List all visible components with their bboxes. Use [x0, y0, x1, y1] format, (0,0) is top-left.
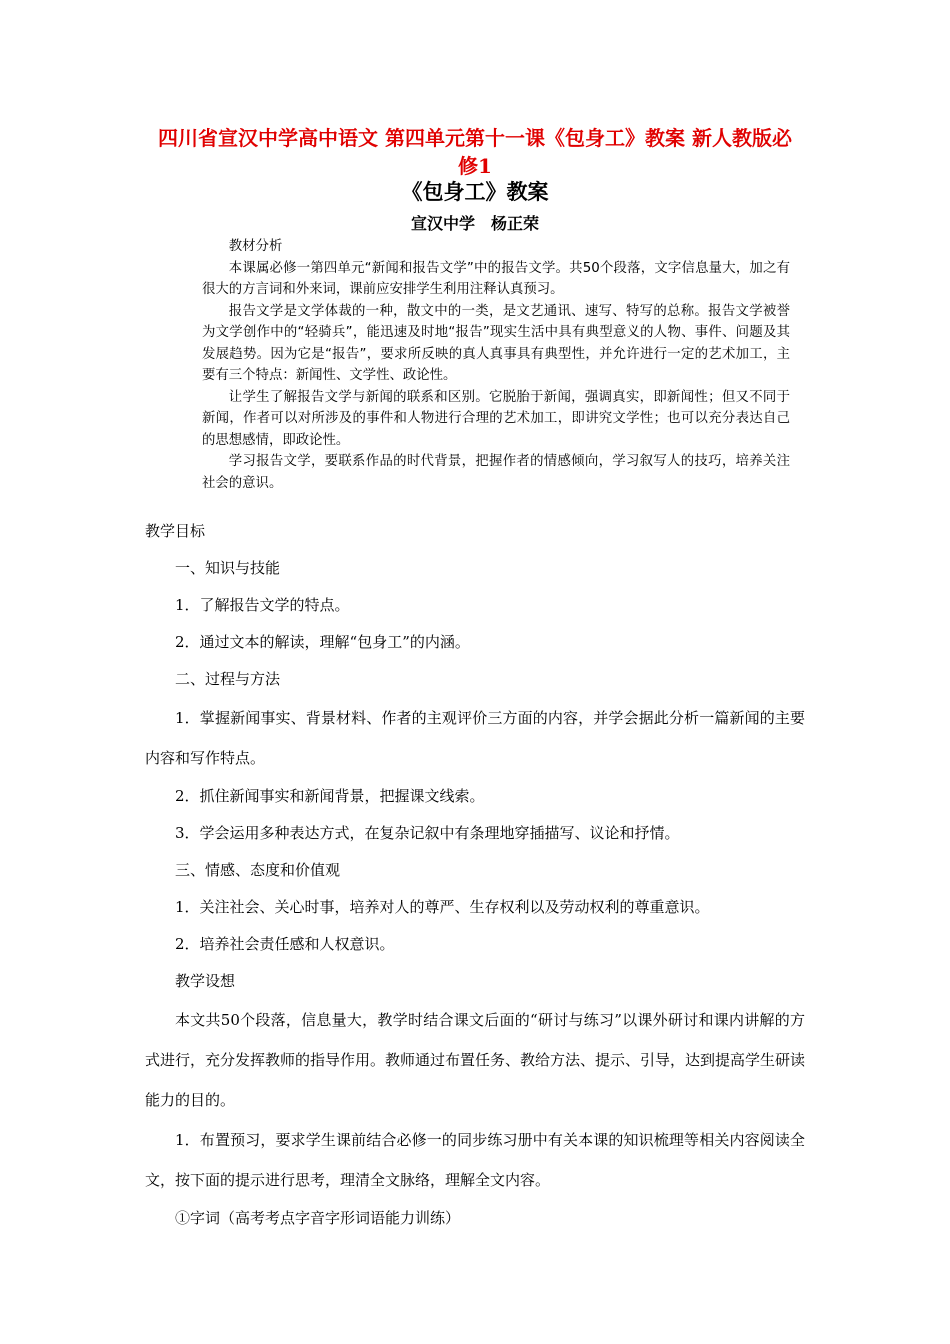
- analysis-paragraph: 报告文学是文学体裁的一种，散文中的一类，是文艺通讯、速写、特写的总称。报告文学被誉为文学创作中的“轻骑兵”，能迅速及时地“报告”现实生活中具有典型意义的人物、事件、问题及其发展趋势。因为它是“报告”，要求所反映的真人真事具有典型性，并允许进行一定的艺术加工，主要有三个特点：新闻性、文学性、政论性。: [202, 303, 790, 383]
- objective-item: 2．通过文本的解读，理解“包身工”的内涵。: [175, 633, 470, 651]
- objective-item: 1．了解报告文学的特点。: [175, 596, 350, 614]
- document-title: 四川省宣汉中学高中语文 第四单元第十一课《包身工》教案 新人教版必修1: [158, 126, 792, 178]
- material-analysis-section: [202, 236, 790, 494]
- objective-item: 1．掌握新闻事实、背景材料、作者的主观评价三方面的内容，并学会据此分析一篇新闻的主要内容和写作特点。: [145, 709, 805, 767]
- design-heading: 教学设想: [175, 972, 236, 990]
- analysis-heading: 教材分析: [228, 239, 283, 254]
- objective-item: 一、知识与技能: [175, 559, 281, 577]
- document-body: [145, 513, 805, 1237]
- objective-item: 2．培养社会责任感和人权意识。: [175, 935, 395, 953]
- analysis-paragraph: 让学生了解报告文学与新闻的联系和区别。它脱胎于新闻，强调真实，即新闻性；但又不同于新闻，作者可以对所涉及的事件和人物进行合理的艺术加工，即讲究文学性；也可以充分表达自己的思想感情，即政论性。: [202, 389, 790, 448]
- author-line: 宣汉中学 杨正荣: [410, 214, 539, 233]
- design-paragraph: 本文共50个段落，信息量大，教学时结合课文后面的“研讨与练习”以课外研讨和课内讲解的方式进行，充分发挥教师的指导作用。教师通过布置任务、教给方法、提示、引导，达到提高学生研读能力的目的。: [145, 1011, 806, 1109]
- objectives-heading: 教学目标: [145, 522, 206, 540]
- design-paragraph: 1．布置预习，要求学生课前结合必修一的同步练习册中有关本课的知识梳理等相关内容阅读全文，按下面的提示进行思考，理清全文脉络，理解全文内容。: [145, 1131, 805, 1189]
- objective-item: 2．抓住新闻事实和新闻背景，把握课文线索。: [175, 787, 485, 805]
- objective-item: 1．关注社会、关心时事，培养对人的尊严、生存权利以及劳动权利的尊重意识。: [175, 898, 710, 916]
- lesson-title: 《包身工》教案: [401, 179, 549, 204]
- objective-item: 3．学会运用多种表达方式，在复杂记叙中有条理地穿插描写、议论和抒情。: [175, 824, 680, 842]
- design-paragraph: ①字词（高考考点字音字形词语能力训练）: [175, 1209, 461, 1227]
- analysis-paragraph: 本课属必修一第四单元“新闻和报告文学”中的报告文学。共50个段落，文字信息量大，加之有很大的方言词和外来词，课前应安排学生利用注释认真预习。: [202, 260, 790, 297]
- objective-item: 三、情感、态度和价值观: [175, 861, 341, 879]
- analysis-paragraph: 学习报告文学，要联系作品的时代背景，把握作者的情感倾向，学习叙写人的技巧，培养关注社会的意识。: [202, 454, 790, 491]
- objective-item: 二、过程与方法: [175, 670, 281, 688]
